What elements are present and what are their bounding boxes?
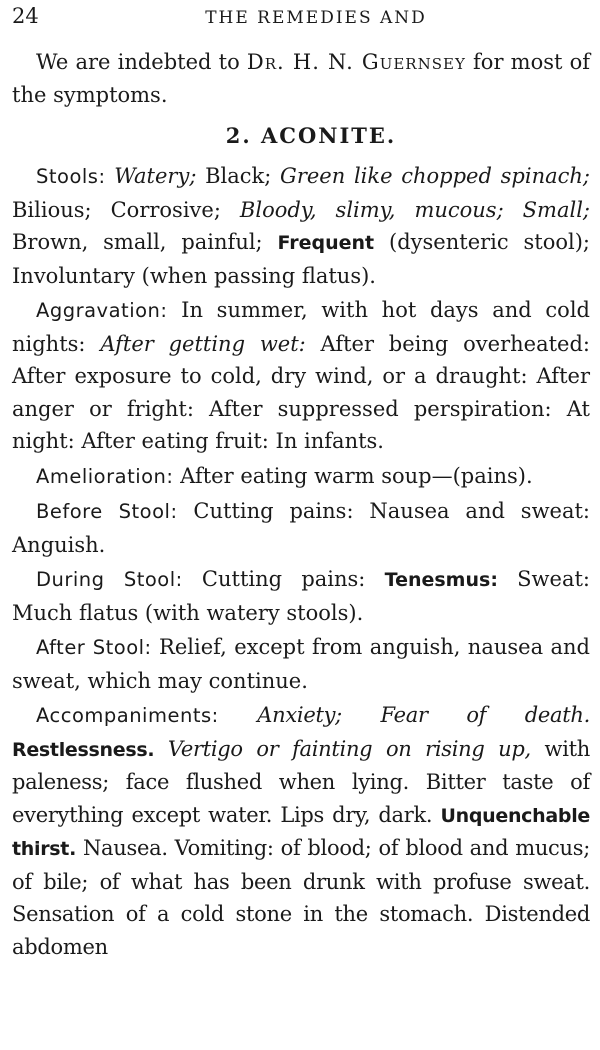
symptom-text: Brown, small, painful; — [12, 230, 278, 254]
symptom-text: Nausea. Vomiting: of blood; of blood and mucus; of bile; of what has been drunk with profuse sweat. Sensation of a cold stone in the stomach. Distended abdomen — [12, 836, 590, 959]
symptom-text: Bilious; Corrosive; — [12, 197, 240, 222]
section-heading: Aggravation: — [36, 299, 168, 322]
symptom-text: After being overheated: After exposure to cold, dry wind, or a draught: After anger or fright: After suppressed perspiration: At night: After eating fruit: In infants. — [12, 331, 590, 453]
symptom-italic: Vertigo or fainting on rising up, — [167, 736, 531, 761]
symptom-italic: Bloody, slimy, mucous; Small; — [239, 197, 590, 222]
symptom-text: In summer, with hot days and cold nights: — [12, 298, 590, 356]
author-name: Dr. H. N. Guernsey — [246, 50, 466, 74]
symptom-bold: Restlessness. — [12, 738, 155, 761]
symptom-text: Sweat: Much flatus (with watery stools). — [12, 567, 590, 625]
symptom-text: Black; — [196, 164, 281, 188]
section-heading: Amelioration: — [36, 464, 174, 488]
symptom-text: (dysenteric stool); Involuntary (when passing flatus). — [12, 230, 590, 288]
section-heading: After Stool: — [36, 636, 152, 659]
section-amelioration — [12, 460, 590, 494]
page-content — [12, 46, 590, 965]
symptom-text: Cutting pains: — [182, 567, 385, 591]
section-before-stool — [12, 495, 590, 561]
section-aggravation — [12, 294, 590, 458]
symptom-bold: Frequent — [277, 232, 375, 254]
section-heading: Before Stool: — [36, 500, 178, 523]
symptom-text: Cutting pains: Nausea and sweat: Anguish. — [12, 499, 591, 557]
symptom-italic: Watery; — [114, 164, 197, 188]
intro-text-1: We are indebted to — [36, 50, 247, 74]
section-heading: Stools: — [36, 165, 106, 188]
remedy-title: 2. ACONITE. — [225, 123, 397, 148]
symptom-bold: Unquenchable thirst. — [12, 804, 590, 860]
symptom-text: with paleness; face flushed when lying. Bitter taste of everything except water. Lips dry, dark. — [12, 736, 590, 827]
symptom-text: Relief, except from anguish, nausea and sweat, which may continue. — [12, 635, 590, 693]
running-head: THE REMEDIES AND — [205, 8, 427, 28]
symptom-italic: Anxiety; Fear of death. — [257, 703, 590, 727]
intro-paragraph — [12, 46, 590, 111]
section-during-stool — [12, 563, 590, 629]
section-heading: Accompaniments: — [36, 704, 219, 727]
symptom-italic: Green like chopped spinach; — [280, 164, 590, 188]
page-header — [12, 4, 590, 32]
section-after-stool — [12, 631, 590, 697]
symptom-italic: After getting wet: — [100, 331, 306, 356]
page-number: 24 — [12, 4, 39, 28]
symptom-bold: Tenesmus: — [384, 569, 498, 591]
intro-text-2: for most of the symptoms. — [12, 50, 591, 107]
section-heading: During Stool: — [36, 568, 183, 591]
section-stools — [12, 160, 590, 292]
section-accompaniments — [12, 699, 590, 963]
symptom-text: After eating warm soup—(pains). — [173, 463, 533, 488]
